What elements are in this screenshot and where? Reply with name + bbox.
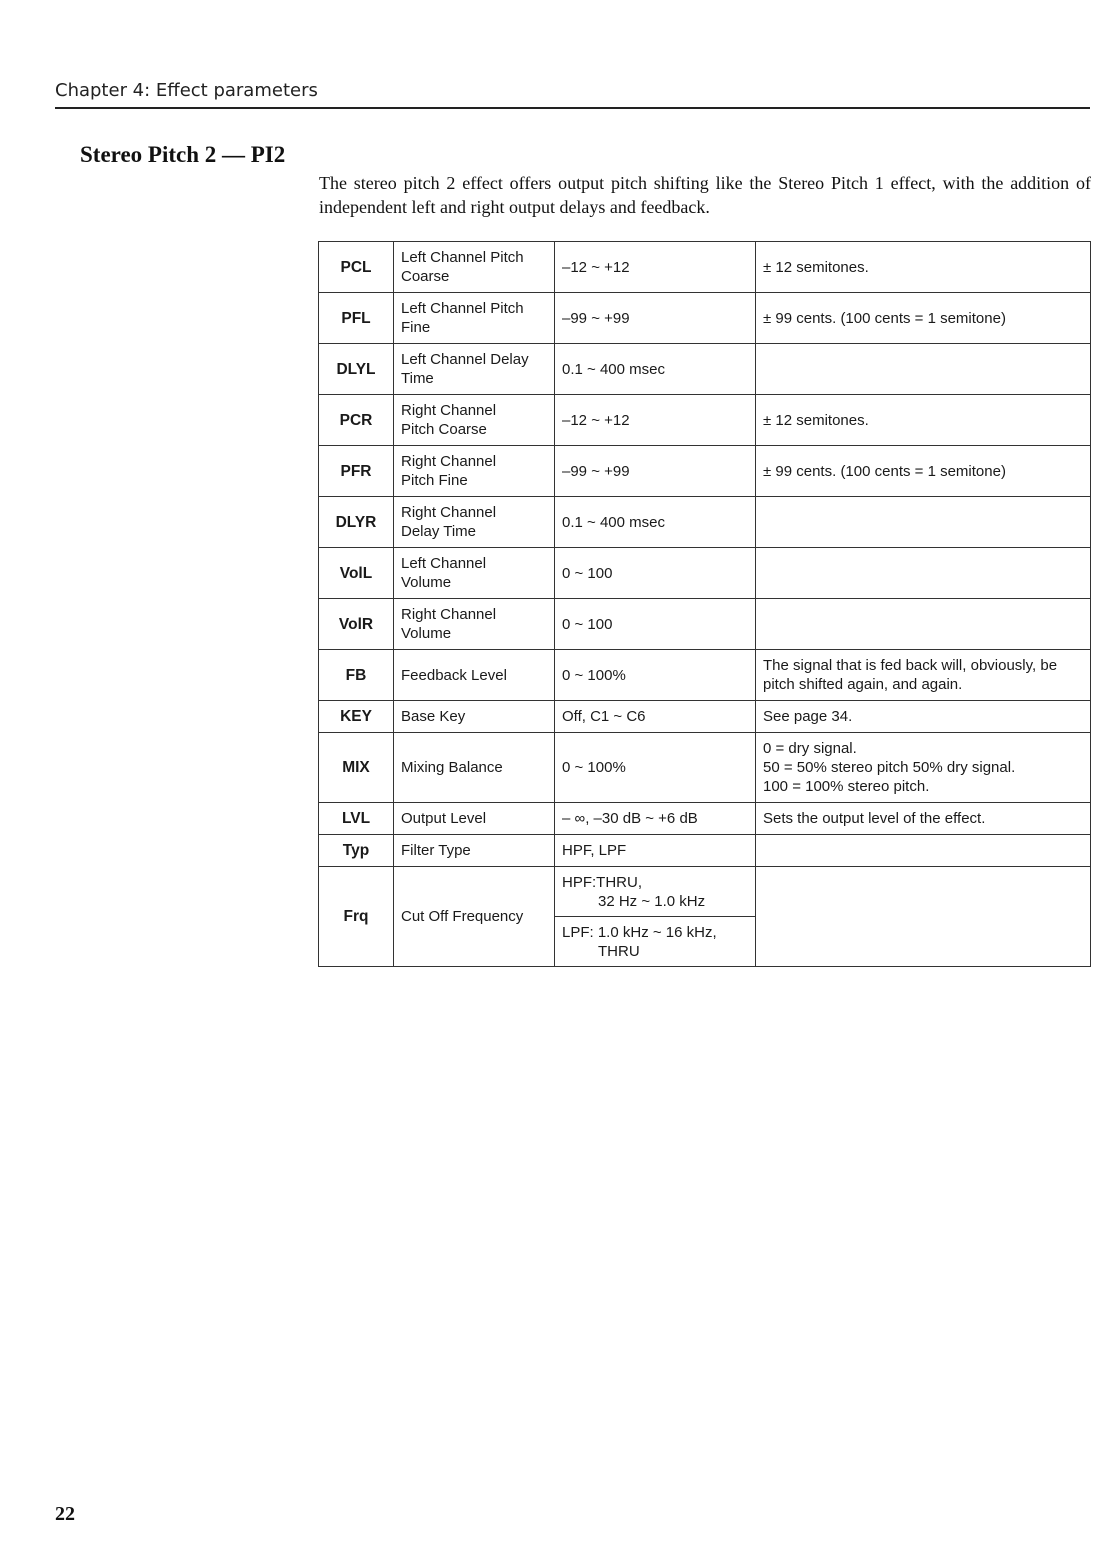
param-range: –12 ~ +12 — [555, 395, 756, 446]
param-desc: Sets the output level of the effect. — [756, 803, 1091, 835]
param-desc-line: The signal that is fed back will, obviously, be — [763, 657, 1058, 674]
param-desc: See page 34. — [756, 701, 1091, 733]
table-row — [319, 733, 1091, 803]
table-row — [319, 835, 1091, 867]
table-row — [319, 701, 1091, 733]
param-name — [394, 446, 555, 497]
param-name — [394, 548, 555, 599]
chapter-header: Chapter 4: Effect parameters — [55, 80, 318, 101]
param-desc-line: 100 = 100% stereo pitch. — [763, 778, 930, 795]
param-name-line: Left Channel Pitch — [401, 249, 524, 266]
param-name-line: Right Channel — [401, 504, 497, 521]
table-row — [319, 395, 1091, 446]
table-row — [319, 867, 1091, 917]
param-range: 0 ~ 100% — [555, 650, 756, 701]
param-range: –12 ~ +12 — [555, 242, 756, 293]
param-desc — [756, 867, 1091, 967]
param-name-line: Time — [401, 370, 434, 387]
param-desc: ± 99 cents. (100 cents = 1 semitone) — [756, 446, 1091, 497]
param-abbr: MIX — [319, 733, 394, 803]
table-row — [319, 242, 1091, 293]
param-name-line: Pitch Fine — [401, 472, 468, 489]
param-abbr: PCL — [319, 242, 394, 293]
table-row — [319, 548, 1091, 599]
param-name: Base Key — [394, 701, 555, 733]
param-name-line: Volume — [401, 574, 452, 591]
param-name-line: Left Channel — [401, 555, 487, 572]
param-abbr: DLYL — [319, 344, 394, 395]
param-range: –99 ~ +99 — [555, 446, 756, 497]
header-rule — [55, 107, 1090, 109]
param-desc — [756, 650, 1091, 701]
param-desc: ± 12 semitones. — [756, 395, 1091, 446]
param-desc — [756, 599, 1091, 650]
param-range: –99 ~ +99 — [555, 293, 756, 344]
param-range: 0 ~ 100 — [555, 548, 756, 599]
param-name: Filter Type — [394, 835, 555, 867]
param-range: 0 ~ 100 — [555, 599, 756, 650]
param-name — [394, 293, 555, 344]
param-name: Mixing Balance — [394, 733, 555, 803]
param-range: – ∞, –30 dB ~ +6 dB — [555, 803, 756, 835]
param-name-line: Left Channel Pitch — [401, 300, 524, 317]
param-name-line: Volume — [401, 625, 452, 642]
param-name: Output Level — [394, 803, 555, 835]
param-name — [394, 242, 555, 293]
param-name-line: Fine — [401, 319, 431, 336]
table-row — [319, 344, 1091, 395]
param-name — [394, 599, 555, 650]
param-range: 0 ~ 100% — [555, 733, 756, 803]
param-abbr: PFR — [319, 446, 394, 497]
param-abbr: Typ — [319, 835, 394, 867]
param-desc: ± 12 semitones. — [756, 242, 1091, 293]
page-number: 22 — [55, 1503, 75, 1525]
param-desc — [756, 835, 1091, 867]
table-row — [319, 446, 1091, 497]
param-abbr: KEY — [319, 701, 394, 733]
param-name — [394, 497, 555, 548]
param-name-line: Left Channel Delay — [401, 351, 529, 368]
param-name-line: Delay Time — [401, 523, 477, 540]
param-abbr: FB — [319, 650, 394, 701]
param-name — [394, 344, 555, 395]
param-abbr: PFL — [319, 293, 394, 344]
param-name-line: Right Channel — [401, 402, 497, 419]
param-range: 0.1 ~ 400 msec — [555, 497, 756, 548]
param-range-line: HPF:THRU, — [562, 873, 642, 891]
param-desc — [756, 344, 1091, 395]
table-row — [319, 293, 1091, 344]
param-abbr: Frq — [319, 867, 394, 967]
param-abbr: LVL — [319, 803, 394, 835]
table-row — [319, 599, 1091, 650]
table-row — [319, 497, 1091, 548]
param-name-line: Coarse — [401, 268, 450, 285]
table-row — [319, 650, 1091, 701]
param-desc — [756, 733, 1091, 803]
param-name-line: Pitch Coarse — [401, 421, 487, 438]
table-row — [319, 803, 1091, 835]
param-desc-line: 50 = 50% stereo pitch 50% dry signal. — [763, 759, 1016, 776]
param-name-line: Right Channel — [401, 606, 497, 623]
param-desc — [756, 548, 1091, 599]
param-name-line: Right Channel — [401, 453, 497, 470]
param-range — [555, 917, 756, 967]
param-range-line: THRU — [598, 942, 640, 960]
param-range: 0.1 ~ 400 msec — [555, 344, 756, 395]
param-range — [555, 867, 756, 917]
param-name: Feedback Level — [394, 650, 555, 701]
param-desc-line: 0 = dry signal. — [763, 740, 857, 757]
param-range-line: LPF: 1.0 kHz ~ 16 kHz, — [562, 923, 717, 941]
section-title: Stereo Pitch 2 — PI2 — [80, 142, 286, 167]
param-desc-line: pitch shifted again, and again. — [763, 676, 963, 693]
param-desc: ± 99 cents. (100 cents = 1 semitone) — [756, 293, 1091, 344]
param-name — [394, 395, 555, 446]
param-abbr: DLYR — [319, 497, 394, 548]
param-name: Cut Off Frequency — [394, 867, 555, 967]
param-abbr: VolR — [319, 599, 394, 650]
section-intro: The stereo pitch 2 effect offers output pitch shifting like the Stereo Pitch 1 effect, with the addition of independent left and right output delays and feedback. — [319, 173, 1091, 217]
parameter-table — [318, 241, 1091, 967]
param-range: HPF, LPF — [555, 835, 756, 867]
param-abbr: VolL — [319, 548, 394, 599]
param-desc — [756, 497, 1091, 548]
param-abbr: PCR — [319, 395, 394, 446]
param-range-line: 32 Hz ~ 1.0 kHz — [598, 892, 706, 910]
param-range: Off, C1 ~ C6 — [555, 701, 756, 733]
